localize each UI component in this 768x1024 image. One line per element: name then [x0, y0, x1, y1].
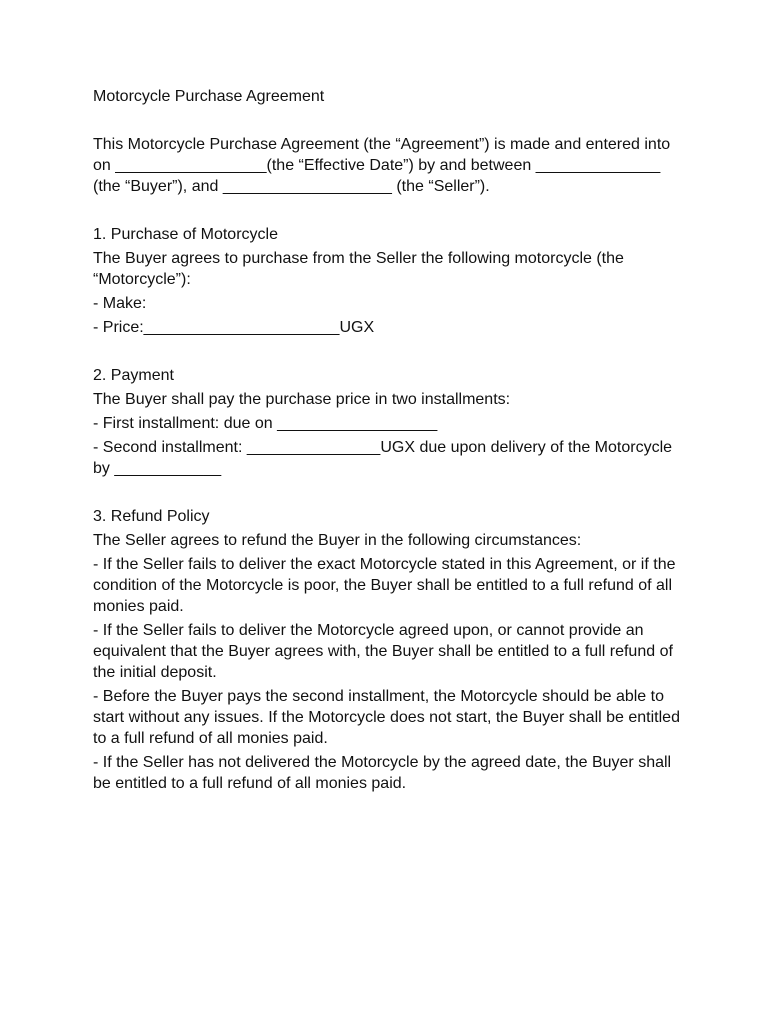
- list-item: - First installment: due on __________________: [93, 415, 438, 432]
- section-paragraph: The Buyer shall pay the purchase price in two installments:: [93, 391, 511, 408]
- list-item: - Make:: [93, 295, 147, 312]
- section-refund-policy: [93, 506, 683, 794]
- list-item: - Second installment: _______________UGX due upon delivery of the Motorcycle by ____________: [93, 439, 673, 477]
- section-payment: [93, 365, 683, 479]
- document-page: [93, 86, 683, 821]
- list-item: - If the Seller has not delivered the Motorcycle by the agreed date, the Buyer shall be entitled to a full refund of all monies paid.: [93, 754, 672, 792]
- list-item: - Before the Buyer pays the second installment, the Motorcycle should be able to start without any issues. If the Motorcycle does not start, the Buyer shall be entitled to a full refund of all monies paid.: [93, 688, 680, 747]
- section-heading: 3. Refund Policy: [93, 508, 210, 525]
- list-item: - If the Seller fails to deliver the exact Motorcycle stated in this Agreement, or if the condition of the Motorcycle is poor, the Buyer shall be entitled to a full refund of all monies paid.: [93, 556, 676, 615]
- section-paragraph: The Seller agrees to refund the Buyer in the following circumstances:: [93, 532, 582, 549]
- section-heading: 2. Payment: [93, 367, 174, 384]
- section-purchase: [93, 224, 683, 338]
- section-heading: 1. Purchase of Motorcycle: [93, 226, 278, 243]
- list-item: - If the Seller fails to deliver the Motorcycle agreed upon, or cannot provide an equivalent that the Buyer agrees with, the Buyer shall be entitled to a full refund of the initial deposit.: [93, 622, 673, 681]
- intro-paragraph: This Motorcycle Purchase Agreement (the “Agreement”) is made and entered into on _________________(the “Effective Date”) by and between ______________ (the “Buyer”), and ___________________ (the “Seller”).: [93, 136, 671, 195]
- list-item: - Price:______________________UGX: [93, 319, 375, 336]
- document-title: Motorcycle Purchase Agreement: [93, 88, 325, 105]
- section-paragraph: The Buyer agrees to purchase from the Seller the following motorcycle (the “Motorcycle”):: [93, 250, 624, 288]
